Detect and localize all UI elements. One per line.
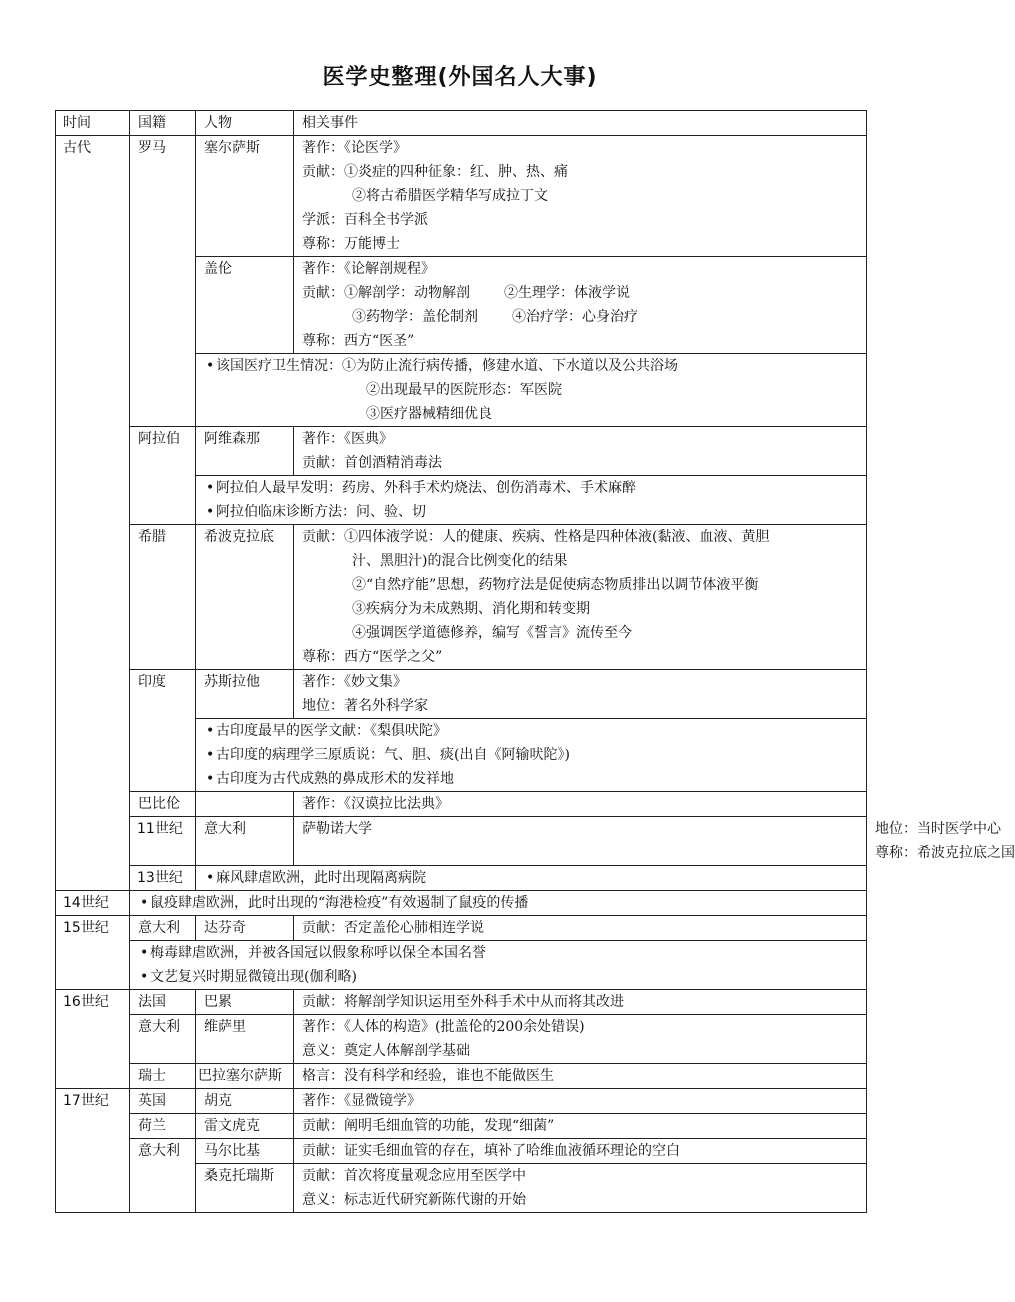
note-line: • 文艺复兴时期显微镜出现(伽利略) <box>138 965 858 989</box>
era-cell: 14世纪 <box>56 891 130 916</box>
era-cell: 13世纪 <box>130 866 196 891</box>
event-line: 贡献：首次将度量观念应用至医学中 <box>302 1168 526 1184</box>
events-cell <box>294 525 867 670</box>
notes-cell <box>130 941 867 990</box>
events-cell <box>294 1114 867 1139</box>
table-row <box>56 670 867 719</box>
person-cell: 盖伦 <box>196 257 294 354</box>
event-line: 贡献：否定盖伦心肺相连学说 <box>302 920 484 936</box>
bullet-icon: • <box>140 969 149 985</box>
table-row <box>56 941 867 990</box>
person-cell <box>196 792 294 817</box>
events-cell <box>294 990 867 1015</box>
nation-cell: 法国 <box>130 990 196 1015</box>
nation-cell: 瑞士 <box>130 1064 196 1089</box>
table-row <box>56 1064 867 1089</box>
bullet-icon: • <box>206 480 215 496</box>
table-row <box>56 916 867 941</box>
header-time: 时间 <box>56 111 130 136</box>
event-line: ④强调医学道德修养，编写《誓言》流传至今 <box>352 625 632 641</box>
header-row <box>56 111 867 136</box>
table-row: 11世纪 意大利 萨勒诺大学 地位：当时医学中心 尊称：希波克拉底之国 <box>56 817 867 866</box>
event-line: 著作：《妙文集》 <box>302 674 407 690</box>
event-line <box>302 305 858 329</box>
era-cell: 古代 <box>56 136 130 891</box>
header-nation: 国籍 <box>130 111 196 136</box>
event-line: ②将古希腊医学精华写成拉丁文 <box>352 188 548 204</box>
nation-cell: 意大利 <box>130 1015 196 1064</box>
events-cell <box>294 1064 867 1089</box>
note-line: ③医疗器械精细优良 <box>366 406 492 422</box>
person-cell: 巴拉塞尔萨斯 <box>196 1064 294 1089</box>
nation-cell: 英国 <box>130 1089 196 1114</box>
nation-cell: 阿拉伯 <box>130 427 196 525</box>
person-cell: 达芬奇 <box>196 916 294 941</box>
nation-cell: 意大利 <box>130 916 196 941</box>
note-line: • 古印度为古代成熟的鼻成形术的发祥地 <box>204 767 858 791</box>
table-row <box>56 866 867 891</box>
bullet-icon: • <box>206 870 215 886</box>
notes-cell <box>196 354 867 427</box>
note-line: • 鼠疫肆虐欧洲，此时出现的“海港检疫”有效遏制了鼠疫的传播 <box>138 891 858 915</box>
table-row <box>56 1015 867 1064</box>
event-line: 贡献：证实毛细血管的存在，填补了哈维血液循环理论的空白 <box>302 1143 680 1159</box>
era-cell: 15世纪 <box>56 916 130 990</box>
nation-cell: 巴比伦 <box>130 792 196 817</box>
event-line: 贡献：①炎症的四种征象：红、肿、热、痛 <box>302 164 568 180</box>
event-line: 学派：百科全书学派 <box>302 212 428 228</box>
event-line: 尊称：西方“医圣” <box>302 333 415 349</box>
notes-cell <box>196 719 867 792</box>
events-cell <box>294 1089 867 1114</box>
notes-cell <box>196 866 867 891</box>
events-cell <box>294 1139 867 1164</box>
era-cell: 17世纪 <box>56 1089 130 1213</box>
page-title: 医学史整理(外国名人大事) <box>322 65 598 90</box>
person-cell: 萨勒诺大学 <box>294 817 867 866</box>
table-row <box>56 525 867 670</box>
era-cell: 11世纪 <box>130 817 196 866</box>
bullet-icon: • <box>206 358 215 374</box>
event-line: ③疾病分为未成熟期、消化期和转变期 <box>352 601 590 617</box>
event-line: 格言：没有科学和经验，谁也不能做医生 <box>302 1068 554 1084</box>
nation-cell: 意大利 <box>130 1139 196 1213</box>
note-line: • 阿拉伯人最早发明：药房、外科手术灼烧法、创伤消毒术、手术麻醉 <box>204 476 858 500</box>
table-row <box>56 1139 867 1164</box>
event-line: 著作：《论医学》 <box>302 140 407 156</box>
note-line: • 该国医疗卫生情况：①为防止流行病传播，修建水道、下水道以及公共浴场 <box>204 354 858 378</box>
history-table <box>55 110 1015 1213</box>
bullet-icon: • <box>206 504 215 520</box>
event-line: 著作：《人体的构造》(批盖伦的200余处错误) <box>302 1019 585 1035</box>
event-part: ②生理学：体液学说 <box>504 285 630 301</box>
event-line: 汁、黑胆汁)的混合比例变化的结果 <box>352 553 568 569</box>
event-line: 著作：《医典》 <box>302 431 393 447</box>
nation-cell: 意大利 <box>196 817 294 866</box>
person-cell: 维萨里 <box>196 1015 294 1064</box>
event-line: 尊称：西方“医学之父” <box>302 649 443 665</box>
event-line: 地位：著名外科学家 <box>302 698 428 714</box>
event-part: ④治疗学：心身治疗 <box>512 309 638 325</box>
note-line: • 古印度的病理学三原质说：气、胆、痰(出自《阿输吠陀》) <box>204 743 858 767</box>
event-line <box>302 281 858 305</box>
bullet-icon: • <box>206 747 215 763</box>
person-cell: 雷文虎克 <box>196 1114 294 1139</box>
event-line: 著作：《显微镜学》 <box>302 1093 421 1109</box>
events-cell <box>294 1015 867 1064</box>
event-part: ③药物学：盖伦制剂 <box>352 309 478 325</box>
note-line: • 麻风肆虐欧洲，此时出现隔离病院 <box>204 866 858 890</box>
person-cell: 胡克 <box>196 1089 294 1114</box>
note-line: • 梅毒肆虐欧洲，并被各国冠以假象称呼以保全本国名誉 <box>138 941 858 965</box>
nation-cell: 罗马 <box>130 136 196 427</box>
person-cell: 巴累 <box>196 990 294 1015</box>
person-cell: 阿维森那 <box>196 427 294 476</box>
events-cell <box>294 427 867 476</box>
event-line: 贡献：阐明毛细血管的功能，发现“细菌” <box>302 1118 555 1134</box>
event-line: 意义：标志近代研究新陈代谢的开始 <box>302 1192 526 1208</box>
bullet-icon: • <box>140 895 149 911</box>
events-cell <box>294 136 867 257</box>
nation-cell: 荷兰 <box>130 1114 196 1139</box>
nation-cell: 希腊 <box>130 525 196 670</box>
bullet-icon: • <box>206 723 215 739</box>
notes-cell <box>196 476 867 525</box>
event-line: 贡献：将解剖学知识运用至外科手术中从而将其改进 <box>302 994 624 1010</box>
events-cell <box>294 257 867 354</box>
note-line: • 古印度最早的医学文献：《梨俱吠陀》 <box>204 719 858 743</box>
events-cell <box>294 670 867 719</box>
era-cell: 16世纪 <box>56 990 130 1089</box>
table-row <box>56 1089 867 1114</box>
event-part: 贡献：①解剖学：动物解剖 <box>302 285 470 301</box>
person-cell: 马尔比基 <box>196 1139 294 1164</box>
person-cell: 塞尔萨斯 <box>196 136 294 257</box>
bullet-icon: • <box>206 771 215 787</box>
events-cell <box>294 916 867 941</box>
events-cell <box>294 792 867 817</box>
table-row <box>56 427 867 476</box>
event-line: 尊称：万能博士 <box>302 236 400 252</box>
event-line: 著作：《论解剖规程》 <box>302 261 435 277</box>
event-line: 意义：奠定人体解剖学基础 <box>302 1043 470 1059</box>
table-row <box>56 792 867 817</box>
header-events: 相关事件 <box>294 111 867 136</box>
person-cell: 苏斯拉他 <box>196 670 294 719</box>
table-row <box>56 990 867 1015</box>
events-cell <box>294 1164 867 1213</box>
table-row <box>56 891 867 916</box>
table-row <box>56 136 867 257</box>
event-line: 著作：《汉谟拉比法典》 <box>302 796 449 812</box>
note-line: ②出现最早的医院形态：军医院 <box>366 382 562 398</box>
person-cell: 桑克托瑞斯 <box>196 1164 294 1213</box>
event-line: 贡献：首创酒精消毒法 <box>302 455 442 471</box>
person-cell: 希波克拉底 <box>196 525 294 670</box>
notes-cell <box>130 891 867 916</box>
nation-cell: 印度 <box>130 670 196 792</box>
event-line: 贡献：①四体液学说：人的健康、疾病、性格是四种体液(黏液、血液、黄胆 <box>302 529 770 545</box>
event-line: ②“自然疗能”思想，药物疗法是促使病态物质排出以调节体液平衡 <box>352 577 759 593</box>
header-person: 人物 <box>196 111 294 136</box>
bullet-icon: • <box>140 945 149 961</box>
note-line: • 阿拉伯临床诊断方法：问、验、切 <box>204 500 858 524</box>
table-row <box>56 1114 867 1139</box>
